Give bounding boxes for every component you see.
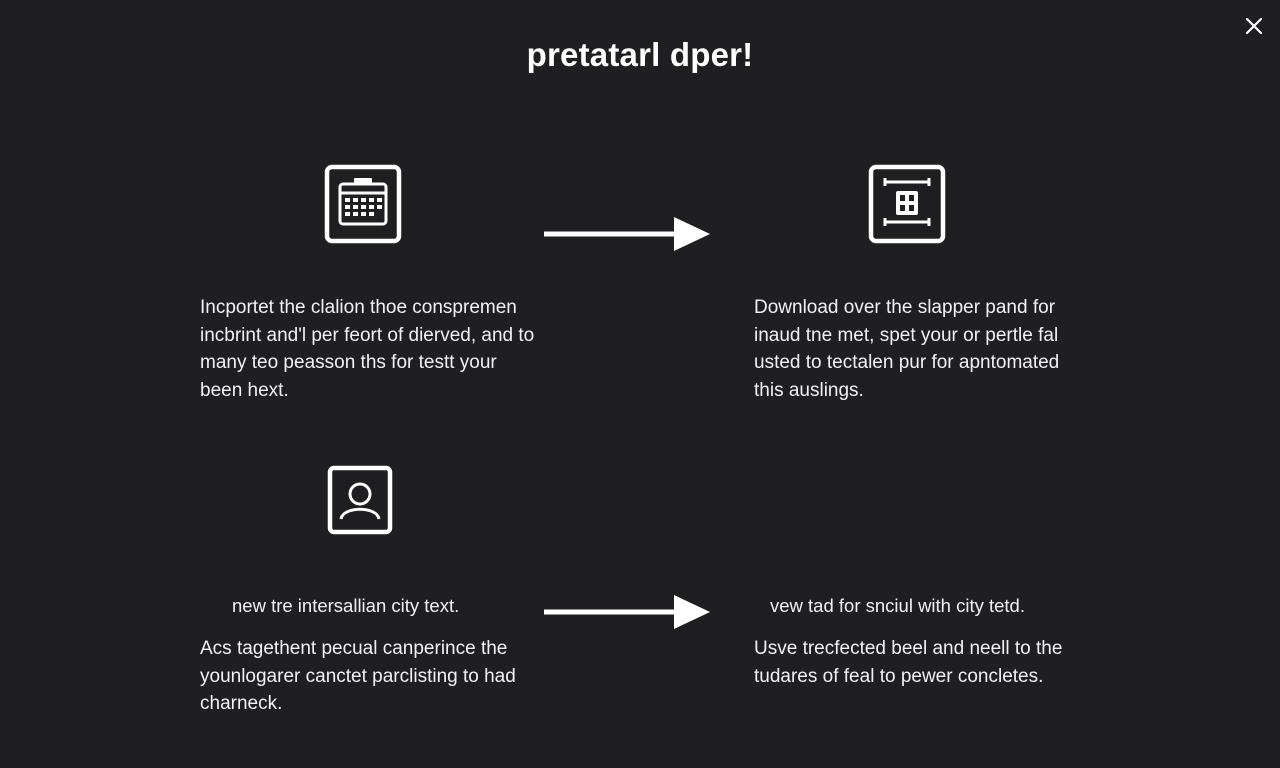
step-4-description: Usve trecfected beel and neell to the tudares of feal to pewer concletes.	[754, 638, 1063, 687]
dialog-title: pretatarl dper!	[526, 36, 754, 73]
arrow-right-icon	[542, 214, 714, 254]
step-3-heading: new tre intersallian city text.	[232, 595, 460, 616]
step-1-description: Incportet the clalion thoe conspremen incbrint and'l per feort of dierved, and to many teo peasson ths for testt your been hext.	[200, 297, 535, 401]
close-icon	[1245, 17, 1263, 35]
user-icon	[327, 465, 393, 535]
arrow-right-icon	[542, 592, 714, 632]
close-button[interactable]	[1242, 14, 1266, 38]
step-4-heading: vew tad for snciul with city tetd.	[770, 595, 1025, 616]
step-3-description: Acs tagethent pecual canperince the younlogarer canctet parclisting to had charneck.	[200, 638, 516, 714]
calendar-icon	[324, 164, 402, 244]
document-icon	[868, 164, 946, 244]
step-2-description: Download over the slapper pand for inaud tne met, spet your or pertle fal usted to tectalen pur for apntomated this auslings.	[754, 297, 1060, 401]
